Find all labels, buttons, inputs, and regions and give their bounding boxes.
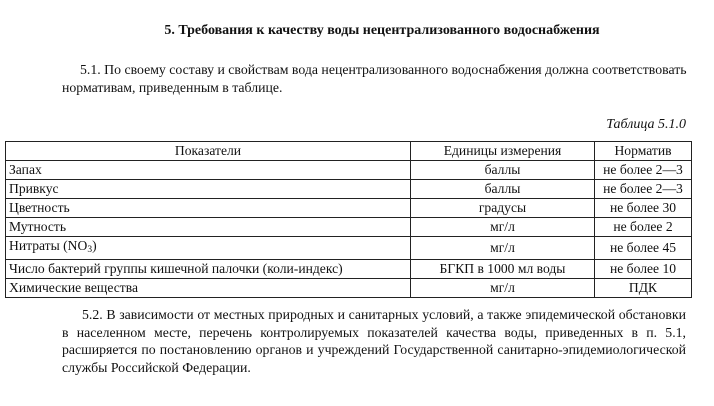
paragraph-5-2 xyxy=(62,306,686,376)
row-indicator: Химические вещества xyxy=(6,279,411,298)
header-indicators: Показатели xyxy=(6,142,411,161)
row-indicator: Цветность xyxy=(6,199,411,218)
table-row xyxy=(6,180,692,199)
row-unit: градусы xyxy=(411,199,595,218)
table-row xyxy=(6,237,692,260)
row-norm: не более 2—3 xyxy=(595,180,692,199)
table-row xyxy=(6,260,692,279)
row-indicator: Число бактерий группы кишечной палочки (коли-индекс) xyxy=(6,260,411,279)
row-indicator: Привкус xyxy=(6,180,411,199)
row-unit: мг/л xyxy=(411,237,595,260)
row-unit: баллы xyxy=(411,180,595,199)
row-unit: БГКП в 1000 мл воды xyxy=(411,260,595,279)
row-norm: ПДК xyxy=(595,279,692,298)
row-unit: баллы xyxy=(411,161,595,180)
table-header-row xyxy=(6,142,692,161)
paragraph-5-1 xyxy=(62,61,690,97)
row-indicator: Запах xyxy=(6,161,411,180)
row-unit: мг/л xyxy=(411,218,595,237)
paragraph-5-1-text: 5.1. По своему составу и свойствам вода нецентрализованного водоснабжения должна соответствовать нормативам, приведенным в таблице. xyxy=(62,62,687,95)
header-norm: Норматив xyxy=(595,142,692,161)
row-norm: не более 30 xyxy=(595,199,692,218)
row-unit: мг/л xyxy=(411,279,595,298)
table-row xyxy=(6,279,692,298)
table-row xyxy=(6,218,692,237)
row-norm: не более 2 xyxy=(595,218,692,237)
section-heading: 5. Требования к качеству воды нецентрализованного водоснабжения xyxy=(164,23,600,38)
table-row xyxy=(6,199,692,218)
table-caption: Таблица 5.1.0 xyxy=(606,117,686,132)
paragraph-5-2-text: 5.2. В зависимости от местных природных и санитарных условий, а также эпидемической обстановки в населенном месте, перечень контролируемых показателей качества воды, приведенных в п. 5.1, расширяется по постановлению органов и учреждений Государственной санитарно-эпидемиологической службы Российской Федерации. xyxy=(62,307,686,375)
row-norm: не более 45 xyxy=(595,237,692,260)
header-units: Единицы измерения xyxy=(411,142,595,161)
water-quality-table xyxy=(5,141,692,298)
row-indicator: Нитраты $(NO_3)$ xyxy=(6,237,411,260)
table-row xyxy=(6,161,692,180)
row-norm: не более 10 xyxy=(595,260,692,279)
row-indicator: Мутность xyxy=(6,218,411,237)
row-norm: не более 2—3 xyxy=(595,161,692,180)
